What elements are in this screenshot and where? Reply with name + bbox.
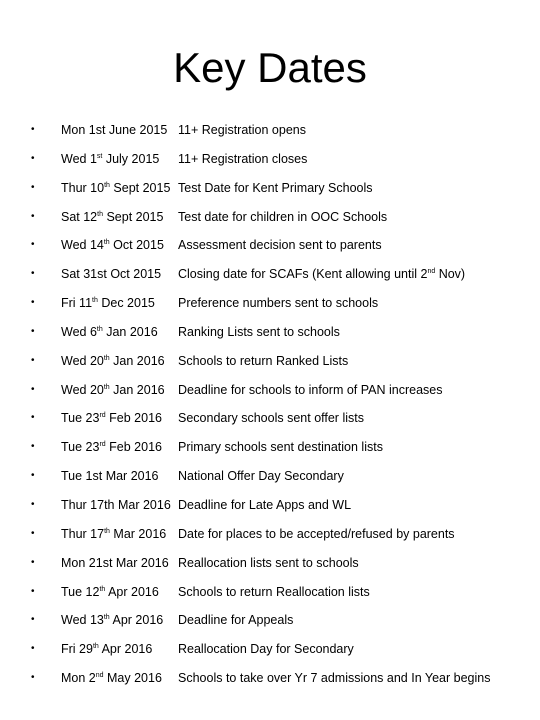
list-item (0, 174, 540, 203)
event-text: National Offer Day Secondary (178, 469, 344, 484)
bullet-icon: • (31, 412, 35, 424)
list-item (0, 347, 540, 376)
list-item (0, 491, 540, 520)
key-dates-list (0, 116, 540, 693)
event-text: Ranking Lists sent to schools (178, 324, 340, 339)
list-item (0, 549, 540, 578)
event-text: Date for places to be accepted/refused by parents (178, 526, 455, 541)
bullet-icon: • (31, 152, 35, 164)
bullet-icon: • (31, 556, 35, 568)
list-item (0, 231, 540, 260)
date-text: Tue 23rd Feb 2016 (61, 411, 162, 426)
bullet-icon: • (31, 181, 35, 193)
bullet-icon: • (31, 383, 35, 395)
list-item (0, 664, 540, 693)
bullet-icon: • (31, 527, 35, 539)
bullet-icon: • (31, 297, 35, 309)
list-item (0, 635, 540, 664)
event-text: Reallocation Day for Secondary (178, 642, 354, 657)
event-text: Closing date for SCAFs (Kent allowing until 2nd Nov) (178, 267, 466, 282)
list-item (0, 462, 540, 491)
date-text: Fri 11th Dec 2015 (61, 296, 155, 311)
event-text: Preference numbers sent to schools (178, 296, 379, 311)
event-text: Primary schools sent destination lists (178, 440, 383, 455)
list-item (0, 376, 540, 405)
date-text: Sat 12th Sept 2015 (61, 209, 164, 224)
list-item (0, 433, 540, 462)
event-text: Deadline for Appeals (178, 613, 294, 628)
date-text: Mon 21st Mar 2016 (61, 555, 169, 570)
list-item (0, 289, 540, 318)
bullet-icon: • (31, 672, 35, 684)
date-text: Fri 29th Apr 2016 (61, 642, 153, 657)
date-text: Thur 10th Sept 2015 (61, 180, 171, 195)
date-text: Thur 17th Mar 2016 (61, 497, 171, 512)
event-text: Test date for children in OOC Schools (178, 209, 388, 224)
date-text: Wed 13th Apr 2016 (61, 613, 164, 628)
event-text: Schools to return Reallocation lists (178, 584, 370, 599)
event-text: Schools to return Ranked Lists (178, 353, 349, 368)
list-item (0, 606, 540, 635)
list-item (0, 520, 540, 549)
list-item (0, 145, 540, 174)
date-text: Tue 1st Mar 2016 (61, 469, 159, 484)
list-item (0, 260, 540, 289)
page-title: Key Dates (173, 44, 367, 91)
event-text: Secondary schools sent offer lists (178, 411, 364, 426)
date-text: Wed 20th Jan 2016 (61, 353, 165, 368)
bullet-icon: • (31, 585, 35, 597)
date-text: Wed 14th Oct 2015 (61, 238, 164, 253)
bullet-icon: • (31, 354, 35, 366)
bullet-icon: • (31, 643, 35, 655)
date-text: Mon 2nd May 2016 (61, 671, 162, 686)
bullet-icon: • (31, 441, 35, 453)
bullet-icon: • (31, 210, 35, 222)
bullet-icon: • (31, 470, 35, 482)
event-text: Schools to take over Yr 7 admissions and In Year begins (178, 671, 491, 686)
event-text: 11+ Registration opens (178, 123, 306, 137)
event-text: 11+ Registration closes (178, 151, 308, 166)
date-text: Tue 12th Apr 2016 (61, 584, 159, 599)
event-text: Assessment decision sent to parents (178, 238, 382, 253)
bullet-icon: • (31, 124, 35, 135)
event-text: Reallocation lists sent to schools (178, 555, 359, 570)
date-text: Tue 23rd Feb 2016 (61, 440, 162, 455)
list-item (0, 116, 540, 145)
list-item (0, 578, 540, 607)
bullet-icon: • (31, 268, 35, 280)
event-text: Test Date for Kent Primary Schools (178, 180, 373, 195)
event-text: Deadline for Late Apps and WL (178, 497, 352, 512)
list-item (0, 203, 540, 232)
date-text: Mon 1st June 2015 (61, 123, 168, 137)
date-text: Wed 20th Jan 2016 (61, 382, 165, 397)
date-text: Wed 1st July 2015 (61, 151, 160, 166)
date-text: Sat 31st Oct 2015 (61, 267, 162, 282)
event-text: Deadline for schools to inform of PAN increases (178, 382, 443, 397)
bullet-icon: • (31, 239, 35, 251)
date-text: Wed 6th Jan 2016 (61, 324, 158, 339)
bullet-icon: • (31, 325, 35, 337)
date-text: Thur 17th Mar 2016 (61, 526, 167, 541)
bullet-icon: • (31, 614, 35, 626)
bullet-icon: • (31, 498, 35, 510)
list-item (0, 318, 540, 347)
list-item (0, 404, 540, 433)
